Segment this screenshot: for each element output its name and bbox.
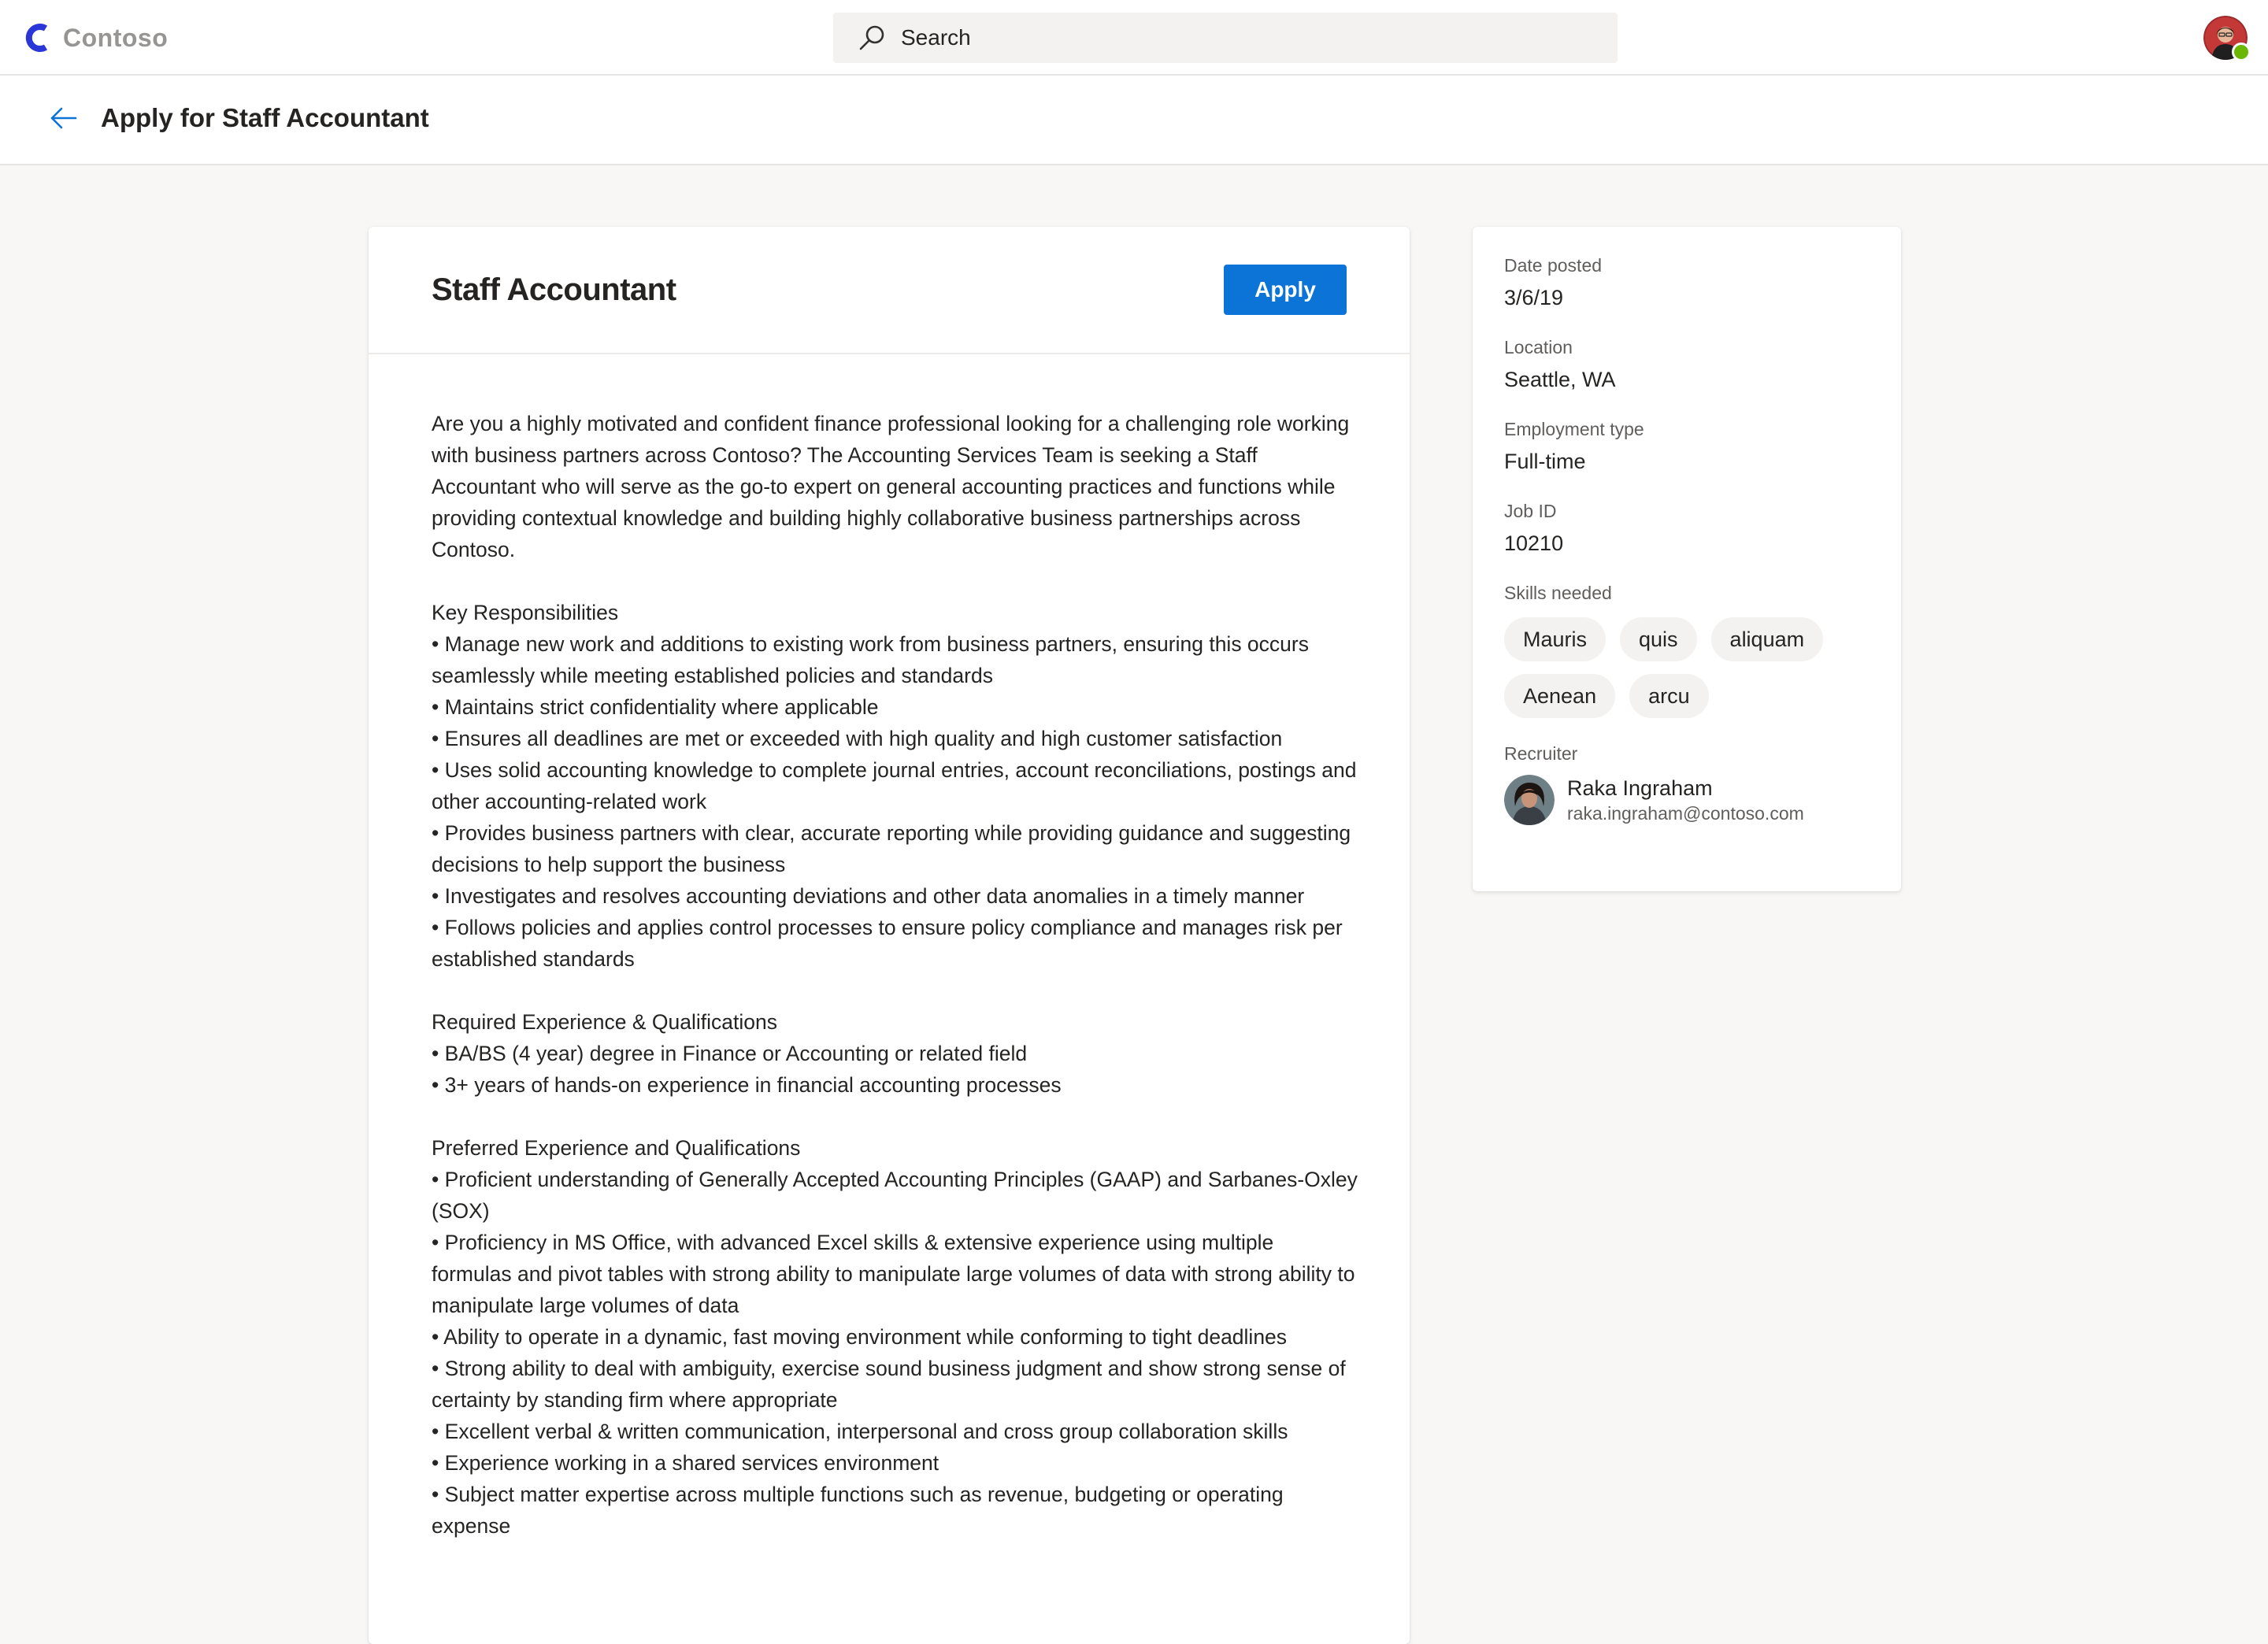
page-header (0, 76, 2268, 165)
recruiter-info (1567, 775, 1804, 825)
bullet-item: • Ensures all deadlines are met or exceeded with high quality and high customer satisfaction (432, 727, 1283, 750)
location-value: Seattle, WA (1504, 368, 1616, 391)
skill-pill[interactable]: Mauris (1504, 617, 1606, 661)
apply-button[interactable]: Apply (1224, 265, 1347, 315)
bullet-item: • Excellent verbal & written communication, interpersonal and cross group collaboration skills (432, 1420, 1288, 1443)
job-id (1504, 499, 1870, 557)
job-description-card (369, 227, 1410, 1644)
skill-pill[interactable]: arcu (1629, 674, 1709, 718)
contoso-logo-icon (25, 22, 49, 54)
section-heading: Preferred Experience and Qualifications (432, 1136, 801, 1160)
search-icon (857, 23, 887, 53)
job-card-header (369, 227, 1410, 354)
recruiter[interactable] (1504, 775, 1870, 825)
top-bar (0, 0, 2268, 76)
recruiter-avatar (1504, 775, 1555, 825)
recruiter-section (1504, 742, 1870, 825)
bullet-item: • Maintains strict confidentiality where applicable (432, 695, 879, 719)
skill-pill[interactable]: aliquam (1711, 617, 1824, 661)
skills-list (1504, 617, 1866, 718)
key-responsibilities-section (432, 597, 1358, 975)
bullet-item: • Uses solid accounting knowledge to complete journal entries, account reconciliations, postings and other accounting-related work (432, 758, 1357, 813)
skills-needed (1504, 581, 1870, 718)
bullet-item: • Provides business partners with clear, accurate reporting while providing guidance and suggesting decisions to help support the business (432, 821, 1351, 876)
bullet-item: • Proficiency in MS Office, with advanced Excel skills & extensive experience using multiple formulas and pivot tables with strong ability to manipulate large volumes of data with strong ability to manipulate large volumes of data (432, 1231, 1355, 1317)
job-title: Staff Accountant (432, 272, 676, 307)
preferred-qualifications-section (432, 1132, 1358, 1542)
bullet-item: • Manage new work and additions to existing work from business partners, ensuring this occurs seamlessly while meeting established policies and standards (432, 632, 1309, 687)
back-button[interactable] (47, 102, 79, 134)
bullet-item: • BA/BS (4 year) degree in Finance or Accounting or related field (432, 1042, 1028, 1065)
skill-pill[interactable]: quis (1620, 617, 1697, 661)
job-id-value: 10210 (1504, 531, 1564, 555)
page-title: Apply for Staff Accountant (101, 103, 429, 132)
search-input[interactable] (901, 20, 1578, 55)
bullet-item: • Follows policies and applies control processes to ensure policy compliance and manages risk per established standards (432, 916, 1343, 971)
employment-type-label: Employment type (1504, 419, 1644, 439)
bullet-item: • Experience working in a shared services environment (432, 1451, 939, 1475)
bullet-item: • Proficient understanding of Generally Accepted Accounting Principles (GAAP) and Sarbanes-Oxley (SOX) (432, 1168, 1358, 1223)
date-posted-label: Date posted (1504, 255, 1603, 276)
location (1504, 335, 1870, 394)
required-qualifications-section (432, 1006, 1358, 1101)
recruiter-label: Recruiter (1504, 743, 1578, 764)
bullet-item: • Investigates and resolves accounting deviations and other data anomalies in a timely manner (432, 884, 1305, 908)
section-heading: Required Experience & Qualifications (432, 1010, 777, 1034)
skill-pill[interactable]: Aenean (1504, 674, 1615, 718)
employment-type (1504, 417, 1870, 476)
bullet-item: • Subject matter expertise across multiple functions such as revenue, budgeting or operating expense (432, 1483, 1284, 1538)
job-intro: Are you a highly motivated and confident finance professional looking for a challenging role working with business partners across Contoso? The Accounting Services Team is seeking a Staff Accountant who will serve as the go-to expert on general accounting practices and functions while providing contextual knowledge and building highly collaborative business partnerships across Contoso. (432, 412, 1350, 561)
job-details-card (1473, 227, 1901, 891)
job-id-label: Job ID (1504, 501, 1557, 521)
recruiter-email[interactable]: raka.ingraham@contoso.com (1567, 803, 1804, 824)
user-avatar[interactable] (2203, 16, 2248, 60)
presence-available-icon (2232, 43, 2251, 61)
brand-name: Contoso (63, 23, 169, 52)
job-description (432, 408, 1358, 1573)
section-heading: Key Responsibilities (432, 601, 619, 624)
location-label: Location (1504, 337, 1573, 357)
recruiter-name[interactable]: Raka Ingraham (1567, 776, 1713, 800)
date-posted-value: 3/6/19 (1504, 286, 1564, 309)
employment-type-value: Full-time (1504, 450, 1586, 473)
back-arrow-icon (47, 102, 79, 134)
bullet-item: • Strong ability to deal with ambiguity, exercise sound business judgment and show strong sense of certainty by standing firm where appropriate (432, 1357, 1346, 1412)
bullet-item: • Ability to operate in a dynamic, fast moving environment while conforming to tight deadlines (432, 1325, 1288, 1349)
bullet-item: • 3+ years of hands-on experience in financial accounting processes (432, 1073, 1062, 1097)
search-box[interactable] (833, 13, 1618, 63)
skills-needed-label: Skills needed (1504, 583, 1612, 603)
brand[interactable] (25, 20, 168, 55)
date-posted (1504, 254, 1870, 312)
